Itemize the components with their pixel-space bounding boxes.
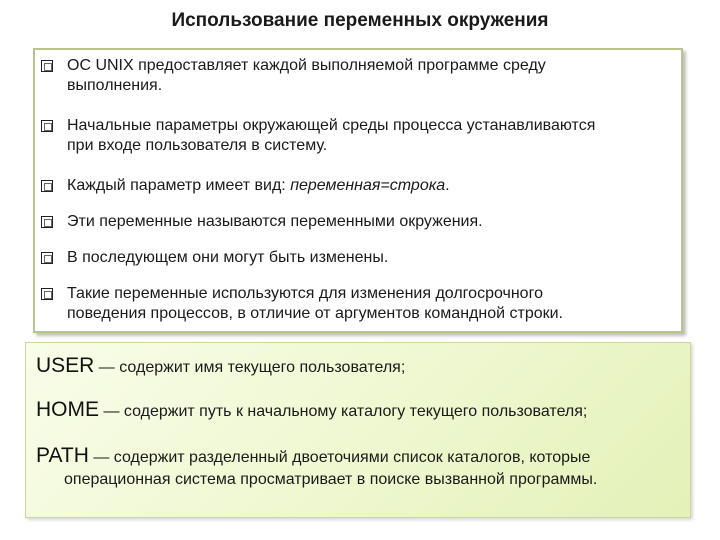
list-item-line: Такие переменные используются для изменения долгосрочного xyxy=(67,285,543,302)
list-item xyxy=(41,248,677,268)
env-var-home xyxy=(36,399,686,423)
syntax-emphasis: переменная=строка xyxy=(290,177,446,194)
env-var-desc: — содержит имя текущего пользователя; xyxy=(94,359,406,376)
list-item xyxy=(41,284,677,324)
page-title: Использование переменных окружения xyxy=(171,10,549,31)
checkbox-bullet-icon xyxy=(41,252,53,264)
env-var-name: HOME xyxy=(36,398,99,421)
list-item-line: Эти переменные называются переменными окружения. xyxy=(67,213,483,230)
env-var-desc-cont: операционная система просматривает в поиске вызванной программы. xyxy=(64,471,598,488)
list-item-line: при входе пользователя в систему. xyxy=(67,137,328,154)
env-var-desc: — содержит путь к начальному каталогу текущего пользователя; xyxy=(99,403,588,420)
list-item xyxy=(41,176,677,196)
list-item xyxy=(41,116,677,156)
list-item-text: . xyxy=(445,177,450,194)
list-item-line: Начальные параметры окружающей среды процесса устанавливаются xyxy=(67,117,596,134)
bullet-list-box xyxy=(33,48,683,333)
checkbox-bullet-icon xyxy=(41,120,53,132)
checkbox-bullet-icon xyxy=(41,288,53,300)
env-var-desc: — содержит разделенный двоеточиями список каталогов, которые xyxy=(88,449,591,466)
checkbox-bullet-icon xyxy=(41,216,53,228)
list-item-line: В последующем они могут быть изменены. xyxy=(67,249,389,266)
env-var-name: USER xyxy=(36,354,95,377)
checkbox-bullet-icon xyxy=(41,60,53,72)
env-var-name: PATH xyxy=(36,444,89,467)
env-var-user xyxy=(36,355,686,379)
env-vars-box xyxy=(25,342,691,518)
checkbox-bullet-icon xyxy=(41,180,53,192)
list-item-line: ОС UNIX предоставляет каждой выполняемой программе среду xyxy=(67,57,546,74)
list-item-text: Каждый параметр имеет вид: xyxy=(67,177,291,194)
list-item xyxy=(41,56,677,96)
env-var-path xyxy=(36,445,686,491)
list-item-line: выполнения. xyxy=(67,77,163,94)
list-item xyxy=(41,212,677,232)
list-item-line: поведения процессов, в отличие от аргументов командной строки. xyxy=(67,305,563,322)
